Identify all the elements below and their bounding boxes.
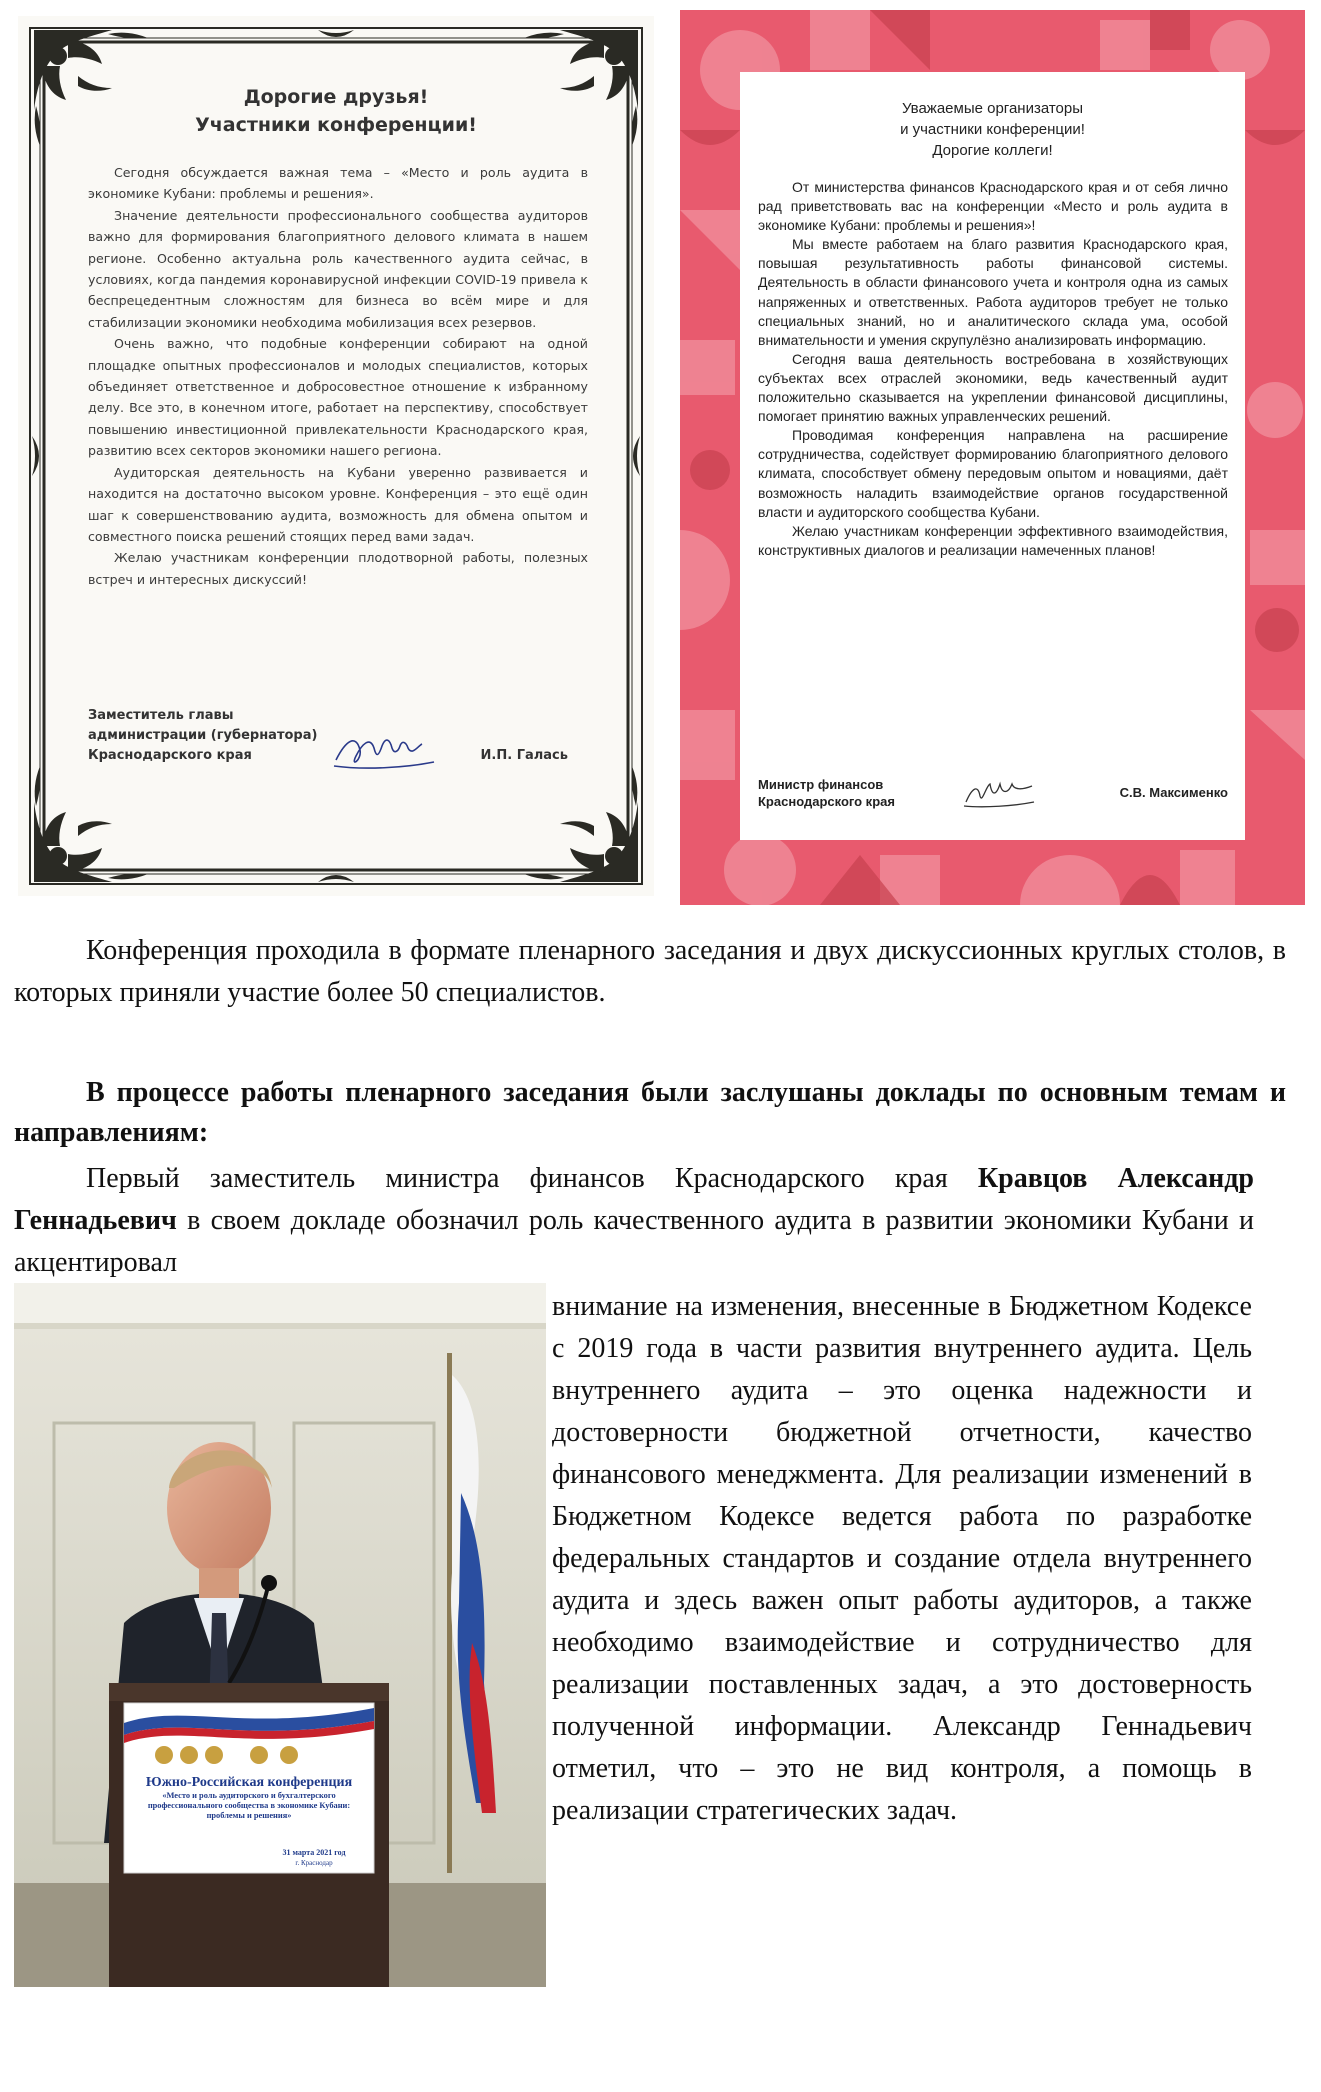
- letter-paragraph: Желаю участникам конференции плодотворной работы, полезных встреч и интересных дискуссий!: [88, 550, 588, 587]
- signer-title: Министр финансов: [758, 777, 884, 792]
- paragraph-speaker-report: внимание на изменения, внесенные в Бюджетном Кодексе с 2019 года в части развития внутреннего аудита. Цель внутреннего аудита – это оценка надежности и достоверности бюджетной отчетности, качество финансового менеджмента. Для реализации изменений в Бюджетном Кодексе ведется работа по разработке федеральных стандартов и создание отдела внутреннего аудита и здесь важен опыт работы аудиторов, а также необходимо взаимодействие и сотрудничество для реализации поставленных задач, а это достоверность полученной информации. Александр Геннадьевич отметил, что – это не вид контроля, а помощь в реализации стратегических задач.: [552, 1291, 1252, 1826]
- letter-paragraph: Желаю участникам конференции эффективного взаимодействия, конструктивных диалогов и реализации намеченных планов!: [758, 522, 1228, 558]
- banner-subtitle: «Место и роль аудиторского и бухгалтерского профессионального сообщества в экономике Кубани: проблемы и решения»: [147, 1791, 351, 1820]
- signer-title: администрации (губернатора): [88, 728, 318, 743]
- banner-date: 31 марта 2021 год: [282, 1848, 346, 1857]
- letter-paragraph: Проводимая конференция направлена на расширение сотрудничества, содействует формированию благоприятного делового климата, способствует обмену передовым опытом и новациями, даёт возможность наладить взаимодействие органов государственной власти и аудиторского сообщества Кубани.: [758, 427, 1228, 520]
- signer-name: С.В. Максименко: [1119, 785, 1228, 800]
- photo-illustration: [14, 1283, 546, 1987]
- signer-name: И.П. Галась: [480, 748, 568, 763]
- paragraph-speaker-intro: [14, 1158, 1254, 1284]
- letter-sheet: [740, 72, 1245, 840]
- paragraph-conference-format: Конференция проходила в формате пленарного заседания и двух дискуссионных круглых столов, в которых приняли участие более 50 специалистов.: [14, 935, 1286, 1008]
- handwritten-signature: [328, 720, 438, 780]
- left-letter-heading: [18, 83, 654, 139]
- heading-line: Дорогие коллеги!: [932, 142, 1053, 159]
- letter-paragraph: Сегодня обсуждается важная тема – «Место и роль аудита в экономике Кубани: проблемы и решения».: [88, 165, 588, 202]
- heading-line: и участники конференции!: [900, 121, 1085, 138]
- speaker-position: Первый заместитель министра финансов Краснодарского края: [86, 1163, 948, 1194]
- banner-title: Южно-Российская конференция: [145, 1775, 353, 1790]
- left-greeting-letter: [18, 16, 654, 896]
- letter-paragraph: Мы вместе работаем на благо развития Краснодарского края, повышая результативность работы финансовой системы. Деятельность в области финансового учета и контроля одна из самых напряженных и ответственных. Работа аудиторов требует не только специальных знаний, но и аналитического склада ума, особой внимательности и умения скрупулёзно анализировать информацию.: [758, 236, 1228, 348]
- right-letter-heading: [740, 98, 1245, 161]
- right-letter-body: [758, 178, 1228, 560]
- letter-paragraph: Очень важно, что подобные конференции собирают на одной площадке опытных профессионалов и молодых специалистов, которых объединяет ответственное и добросовестное отношение к избранному делу. Все это, в конечном итоге, работает на перспективу, способствует повышению инвестиционной привлекательности Краснодарского края, развитию всех секторов экономики нашего региона.: [88, 336, 588, 459]
- heading-line: Дорогие друзья!: [243, 86, 429, 108]
- left-letter-body: [88, 162, 588, 590]
- letter-paragraph: Значение деятельности профессионального сообщества аудиторов важно для формирования благоприятного делового климата в нашем регионе. Особенно актуальна роль качественного аудита сейчас, в условиях, когда пандемия коронавирусной инфекции COVID-19 привела к беспрецедентным сложностям для бизнеса во всём мире и для стабилизации экономики необходима мобилизация всех резервов.: [88, 207, 588, 330]
- speaker-intro-text: в своем докладе обозначил роль качественного аудита в развитии экономики Кубани и акцентировал: [14, 1205, 1254, 1278]
- heading-line: Участники конференции!: [195, 114, 477, 136]
- signer-title: Краснодарского края: [88, 748, 252, 763]
- signer-title: Заместитель главы: [88, 708, 234, 723]
- letter-paragraph: Сегодня ваша деятельность востребована в хозяйствующих субъектах всех отраслей экономики, ведь качественный аудит положительно сказывается на укреплении финансовой дисциплины, помогает принятию важных управленческих решений.: [758, 350, 1228, 425]
- banner-city: г. Краснодар: [295, 1859, 333, 1867]
- speaker-name: Кравцов Александр Геннадьевич: [14, 1163, 1254, 1236]
- right-greeting-letter: [680, 10, 1305, 905]
- letter-paragraph: Аудиторская деятельность на Кубани уверенно развивается и находится на достаточно высоком уровне. Конференция – это ещё один шаг к совершенствованию аудита, возможность для обмена опытом и совместного поиска решений стоящих перед вами задач.: [88, 464, 588, 544]
- signer-title: Краснодарского края: [758, 794, 895, 809]
- speaker-photo: [14, 1283, 546, 1987]
- letter-paragraph: От министерства финансов Краснодарского края и от себя лично рад приветствовать вас на конференции «Место и роль аудита в экономике Кубани: проблемы и решения»!: [758, 179, 1228, 234]
- heading-line: Уважаемые организаторы: [901, 100, 1084, 117]
- paragraph-plenary-heading: В процессе работы пленарного заседания были заслушаны доклады по основным темам и направлениям:: [14, 1077, 1286, 1148]
- handwritten-signature: [960, 772, 1040, 812]
